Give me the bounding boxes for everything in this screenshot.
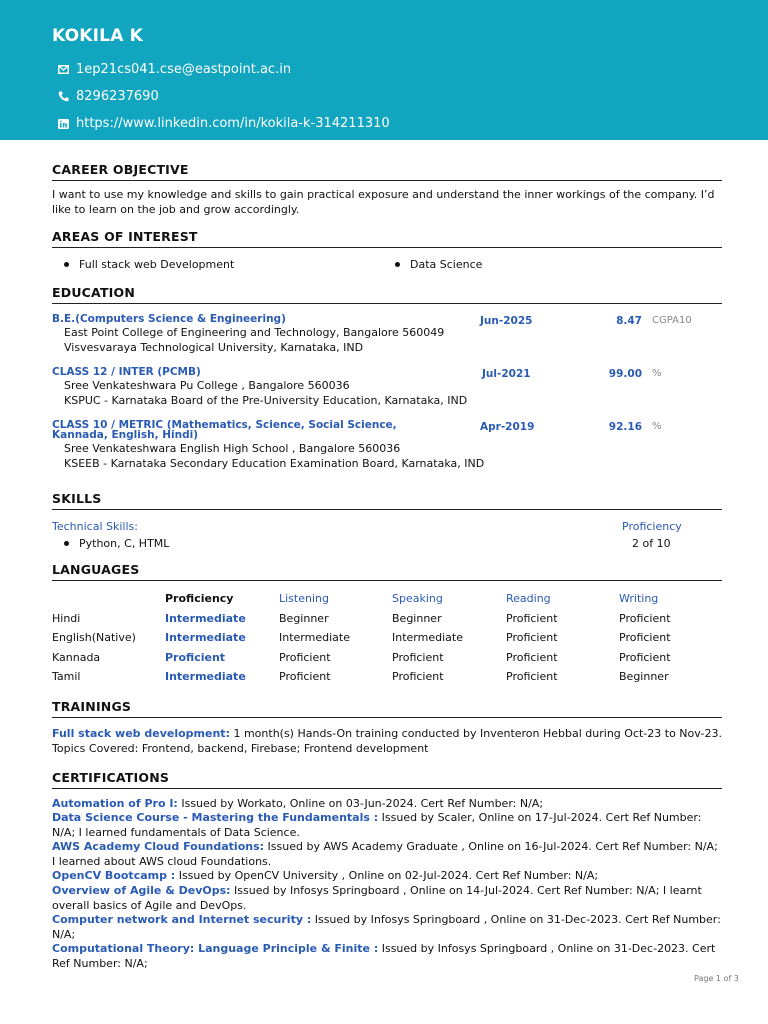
education-entry	[52, 367, 722, 408]
certification-name: Computational Theory: Language Principle & Finite :	[52, 942, 379, 956]
education-score-unit: CGPA10	[652, 315, 692, 326]
skill-item: Python, C, HTML	[52, 537, 169, 550]
bullet-icon	[395, 262, 400, 267]
table-row: English(Native) Intermediate Intermediate Intermediate Proficient Proficient	[52, 631, 671, 645]
column-header: Reading	[506, 592, 551, 606]
page-number: Page 1 of 3	[694, 974, 739, 983]
education-score: 92.16	[608, 421, 642, 433]
linkedin-link[interactable]: https://www.linkedin.com/in/kokila-k-314211310	[76, 116, 390, 131]
certification-item: Overview of Agile & DevOps: Issued by Infosys Springboard , Online on 14-Jul-2024. Cert Ref Number: N/A; I learnt overall basics of Agile and DevOps.	[52, 884, 702, 912]
column-header: Proficiency	[165, 592, 234, 606]
email-link[interactable]: 1ep21cs041.cse@eastpoint.ac.in	[76, 62, 292, 77]
proficiency-value: 2 of 10	[632, 537, 671, 550]
resume-body	[0, 140, 768, 972]
contact-phone	[52, 83, 716, 110]
institution: Sree Venkateshwara Pu College , Bangalore 560036	[64, 379, 350, 392]
table-row: Hindi Intermediate Beginner Beginner Proficient Proficient	[52, 611, 671, 625]
education-date: Jun-2025	[480, 315, 533, 327]
skills-block	[52, 520, 722, 558]
certification-name: AWS Academy Cloud Foundations:	[52, 840, 265, 854]
training-text: 1 month(s) Hands-On training conducted by Inventeron Hebbal during Oct-23 to Nov-23. Topics Covered: Frontend, backend, Firebase; Frontend development	[52, 726, 722, 755]
certifications-heading: CERTIFICATIONS	[52, 770, 722, 789]
certification-item: AWS Academy Cloud Foundations: Issued by AWS Academy Graduate , Online on 16-Jul-2024. Cert Ref Number: N/A; I learned about AWS cloud Foundations.	[52, 840, 718, 868]
table-row: Tamil Intermediate Proficient Proficient Proficient Beginner	[52, 670, 669, 684]
certifications-list	[52, 797, 722, 972]
board: KSPUC - Karnataka Board of the Pre-University Education, Karnataka, IND	[64, 393, 468, 407]
degree-title: B.E.(Computers Science & Engineering)	[52, 313, 286, 325]
table-header-row	[52, 589, 722, 609]
linkedin-icon	[52, 119, 76, 129]
column-header: Writing	[619, 592, 659, 606]
resume-header	[0, 0, 768, 140]
phone-number: 8296237690	[76, 89, 159, 104]
contact-email	[52, 56, 716, 83]
certification-item: Data Science Course - Mastering the Fundamentals : Issued by Scaler, Online on 17-Jul-2024. Cert Ref Number: N/A; I learned fundamentals of Data Science.	[52, 811, 702, 839]
education-score-unit: %	[652, 421, 662, 432]
certification-name: Overview of Agile & DevOps:	[52, 884, 231, 898]
column-header: Speaking	[392, 592, 443, 606]
column-header: Listening	[279, 592, 329, 606]
contact-linkedin	[52, 110, 716, 137]
certification-name: Data Science Course - Mastering the Fundamentals :	[52, 811, 379, 825]
certification-name: Computer network and Internet security :	[52, 913, 312, 927]
education-score-unit: %	[652, 368, 662, 379]
degree-title: CLASS 10 / METRIC (Mathematics, Science, Social Science, Kannada, English, Hindi)	[52, 419, 397, 441]
education-date: Jul-2021	[482, 368, 531, 380]
education-score: 99.00	[608, 368, 642, 380]
trainings-heading: TRAININGS	[52, 699, 722, 718]
certification-item: Automation of Pro I: Issued by Workato, Online on 03-Jun-2024. Cert Ref Number: N/A;	[52, 796, 544, 810]
technical-skills-label: Technical Skills:	[52, 520, 138, 533]
bullet-icon	[64, 541, 69, 546]
table-row: Kannada Proficient Proficient Proficient Proficient Proficient	[52, 650, 671, 664]
certification-name: OpenCV Bootcamp :	[52, 869, 176, 883]
career-objective-text: I want to use my knowledge and skills to gain practical exposure and understand the inner workings of the company. I’d like to learn on the job and grow accordingly.	[52, 188, 715, 216]
interest-item: Data Science	[383, 258, 482, 271]
proficiency-label: Proficiency	[622, 520, 682, 533]
interests-list	[52, 258, 722, 271]
skills-heading: SKILLS	[52, 491, 722, 510]
interest-item: Full stack web Development	[52, 258, 383, 271]
education-entry	[52, 314, 722, 355]
certification-item: Computer network and Internet security : Issued by Infosys Springboard , Online on 31-Dec-2023. Cert Ref Number: N/A;	[52, 913, 721, 941]
institution: Sree Venkateshwara English High School , Bangalore 560036	[64, 442, 401, 455]
languages-heading: LANGUAGES	[52, 562, 722, 581]
training-name: Full stack web development:	[52, 726, 230, 740]
board: Visvesvaraya Technological University, Karnataka, IND	[64, 340, 364, 354]
certification-item: Computational Theory: Language Principle & Finite : Issued by Infosys Springboard , Online on 31-Dec-2023. Cert Ref Number: N/A;	[52, 942, 716, 971]
education-heading: EDUCATION	[52, 285, 722, 304]
degree-title: CLASS 12 / INTER (PCMB)	[52, 366, 201, 378]
career-objective-heading: CAREER OBJECTIVE	[52, 162, 722, 181]
education-score: 8.47	[616, 315, 642, 327]
languages-table	[52, 589, 722, 687]
board: KSEEB - Karnataka Secondary Education Examination Board, Karnataka, IND	[64, 456, 485, 470]
education-entry	[52, 420, 722, 471]
education-date: Apr-2019	[480, 421, 535, 433]
certification-name: Automation of Pro I:	[52, 796, 178, 810]
institution: East Point College of Engineering and Technology, Bangalore 560049	[64, 326, 445, 339]
candidate-name: KOKILA K	[52, 26, 144, 46]
interests-heading: AREAS OF INTEREST	[52, 229, 722, 248]
phone-icon	[52, 91, 76, 102]
email-icon	[52, 65, 76, 74]
certification-item: OpenCV Bootcamp : Issued by OpenCV University , Online on 02-Jul-2024. Cert Ref Number: N/A;	[52, 869, 599, 883]
bullet-icon	[64, 262, 69, 267]
training-entry	[52, 726, 722, 756]
